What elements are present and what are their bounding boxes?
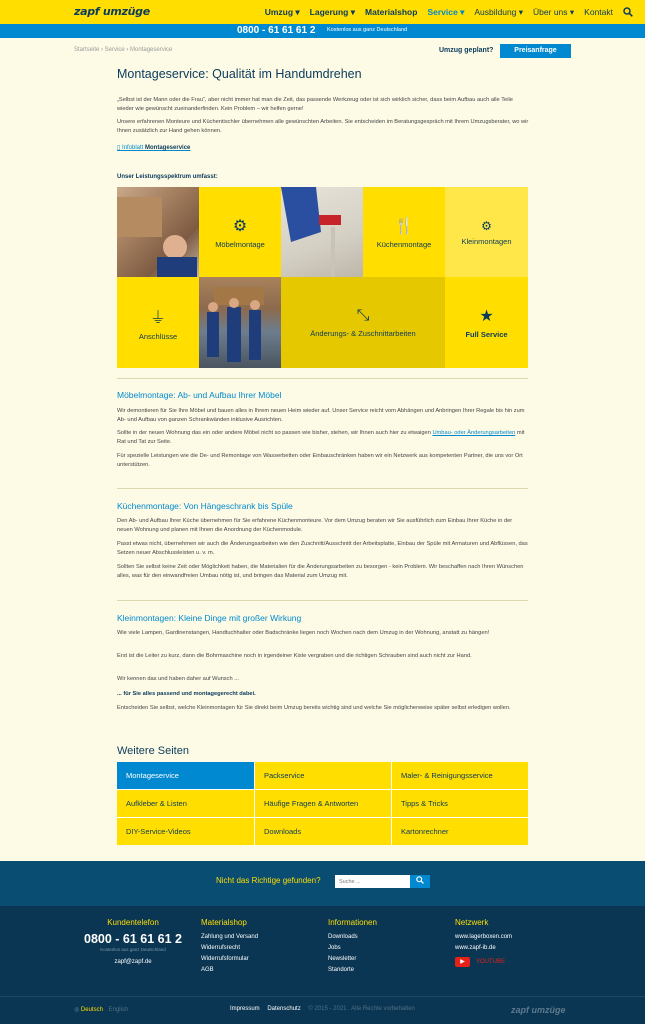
language-switcher [74,1006,128,1013]
photo-movers-team [199,277,281,368]
footer-heading: Informationen [328,918,377,927]
lang-deutsch[interactable]: Deutsch [80,1007,103,1013]
footer-link[interactable]: Newsletter [328,956,357,962]
search-band [0,861,645,906]
intro-paragraph-1: „Selbst ist der Mann oder die Frau“, aber nicht immer hat man die Zeit, das passende Werkzeug oder ist sich wirklich sicher, dass beim Aufbau auch alle Teile wieder wie gewünscht zueinanderfinden. Kein Problem – wir helfen gerne! [117,97,513,112]
section-3-paragraph-1: Wie viele Lampen, Gardinenstangen, Handtuchhalter oder Badschränke liegen noch Wochen nach dem Umzug in der Wohnung, anstatt zu hängen! [117,630,490,636]
footer-link[interactable]: Zahlung und Versand [201,934,259,940]
tile-label: Küchenmontage [376,239,432,249]
tile-anschluesse[interactable] [117,277,199,368]
intro-paragraph-2: Unsere erfahrenen Monteure und Küchentischler übernehmen alle gewünschten Arbeiten. Sie entscheiden im Beratungsgespräch mit Ihrem Umzugsberater, wo wir Ihnen zusätzlich zur Hand gehen können. [117,119,529,134]
divider [117,488,528,489]
impressum-link[interactable]: Impressum [230,1006,260,1012]
section-3-paragraph-3: Wir kennen das und haben daher auf Wunsch ... [117,676,239,682]
page-title: Montageservice: Qualität im Handumdrehen [117,67,362,81]
footer-link[interactable]: Widerrufsrecht [201,945,241,951]
hotline-number[interactable]: 0800 - 61 61 61 2 [237,25,316,36]
search-icon[interactable] [623,7,633,19]
tile-kleinmontagen[interactable] [445,187,528,277]
tile-label: Änderungs- & Zuschnittarbeiten [310,329,416,338]
search-icon [416,876,424,884]
photo-drill [281,187,363,277]
footer-link[interactable]: Jobs [328,945,341,951]
text: Sollte in der neuen Wohnung das ein oder andere Möbel nicht so passen wie bisher, stehen, wir Ihnen auch hier zu etwaigen [117,430,433,436]
datenschutz-link[interactable]: Datenschutz [267,1006,301,1012]
section-2-paragraph-1: Den Ab- und Aufbau Ihrer Küche übernehmen für Sie erfahrene Küchenmonteure. Vor dem Umzug beraten wir Sie ausführlich zum Einbau Ihrer Küche in der neuen Wohnung und planen mit Ihnen die Anordnung der Küchenmodule. [117,518,513,533]
section-title-kuechenmontage: Küchenmontage: Von Hängeschrank bis Spüle [117,501,293,511]
nav-service[interactable]: Service ▾ [427,7,465,17]
tile-label: Full Service [465,330,508,339]
globe-icon: ◍ [74,1007,80,1013]
nav-materialshop[interactable]: Materialshop [365,7,418,17]
more-link-downloads[interactable]: Downloads [255,818,391,845]
footer-link[interactable]: www.zapf-ib.de [455,945,496,951]
download-bold: Montageservice [145,145,191,151]
text: mit Rat und Tat zur Seite. [117,430,525,445]
main-nav [265,7,633,19]
more-link-faq[interactable]: Häufige Fragen & Antworten [255,790,391,817]
footer-col-phone [78,918,188,968]
tile-aenderungsarbeiten[interactable] [281,277,445,368]
breadcrumb[interactable]: Startseite › Service › Montageservice [74,47,173,53]
section-title-moebelmontage: Möbelmontage: Ab- und Aufbau Ihrer Möbel [117,390,282,400]
more-pages-grid [117,762,526,843]
section-2-paragraph-2: Passt etwas nicht, übernehmen wir auch die Änderungsarbeiten wie den Zuschnitt/Ausschnitt der Arbeitsplatte, Einbau der Spüle mit Armaturen und Abflüssen, das Setzen neuer Abschlussleisten u. v. m. [117,541,528,556]
more-link-kartonrechner[interactable]: Kartonrechner [392,818,528,845]
logo[interactable]: zapf umzüge [74,5,150,18]
divider [117,378,528,379]
more-link-tipps[interactable]: Tipps & Tricks [392,790,528,817]
section-2-paragraph-3: Sollten Sie selbst keine Zeit oder Möglichkeit haben, die Materialien für die Änderungsarbeiten zu besorgen - kein Problem. Wir beschaffen nach Ihren Wünschen alles, was für den einwandfreien Umbau nötig ist, und bringen das Material zum Umzug mit. [117,564,524,579]
lang-english[interactable]: English [108,1007,129,1013]
copyright: © 2015 - 2021 . Alle Rechte vorbehalten [308,1006,415,1012]
footer-heading: Materialshop [201,918,247,927]
nav-kontakt[interactable]: Kontakt [584,7,613,17]
document-icon: ▯ [117,145,121,151]
section-3-paragraph-5: Entscheiden Sie selbst, welche Kleinmontagen für Sie direkt beim Umzug bereits wichtig sind und welche Sie möglicherweise später selbst erledigen wollen. [117,705,511,711]
footer-email[interactable]: zapf@zapf.de [114,959,152,965]
section-title-kleinmontagen: Kleinmontagen: Kleine Dinge mit großer Wirkung [117,613,302,623]
footer-link[interactable]: Widerrufsformular [201,956,249,962]
footer-search-input[interactable] [335,875,410,888]
section-1-paragraph-2 [117,429,529,446]
more-link-aufkleber[interactable]: Aufkleber & Listen [117,790,254,817]
footer-logo: zapf umzüge [511,1005,566,1015]
section-1-paragraph-3: Für spezielle Leistungen wie die De- und Remontage von Wasserbetten oder Einbauschränken haben wir ein Netzwerk aus kompetenten Partner, die uns vor Ort unterstützen. [117,453,523,468]
footer-col-materialshop [201,918,258,976]
divider [117,600,528,601]
tile-label: Möbelmontage [215,239,265,249]
section-3-paragraph-4: ... für Sie alles passend und montagegerecht dabei. [117,691,256,697]
footer-heading: Kundentelefon [107,918,159,927]
footer-link[interactable]: www.lagerboxen.com [455,934,513,940]
search-prompt: Nicht das Richtige gefunden? [216,876,321,885]
youtube-icon: ▶ [455,957,470,967]
tile-moebelmontage[interactable] [199,187,281,277]
more-link-packservice[interactable]: Packservice [255,762,391,789]
cta-label: Umzug geplant? [439,47,494,54]
section-3-paragraph-2: Erst ist die Leiter zu kurz, dann die Bohrmaschine noch in irgendeiner Kiste vergraben und die richtigen Schrauben sind auch nicht zur Hand. [117,653,472,659]
youtube-link[interactable] [455,957,512,968]
umbau-link[interactable]: Umbau- oder Änderungsarbeiten [432,430,516,436]
nav-umzug[interactable]: Umzug ▾ [264,7,300,17]
footer-link[interactable]: Downloads [328,934,358,940]
tile-label: Kleinmontagen [461,236,512,246]
more-pages-title: Weitere Seiten [117,745,189,757]
footer-heading: Netzwerk [455,918,489,927]
star-icon: ★ [479,308,494,325]
service-grid [117,187,528,368]
download-link[interactable] [117,144,190,151]
small-gears-icon: ⚙ [481,218,492,233]
footer-link[interactable]: AGB [201,967,214,973]
hotline-subtext: Kostenlos aus ganz Deutschland [327,27,408,33]
more-link-maler[interactable]: Maler- & Reinigungsservice [392,762,528,789]
plug-icon: ⏚ [149,309,166,327]
nav-ausbildung[interactable]: Ausbildung ▾ [474,7,524,17]
youtube-label: YOUTUBE [476,959,506,965]
download-prefix: Infoblatt [121,145,144,151]
photo-mover [117,187,199,277]
top-bar [0,0,645,24]
gears-icon: ⚙ [232,217,248,235]
search-submit-button[interactable] [410,875,430,888]
footer-phone-sub: Kostenlos aus ganz Deutschland [100,947,166,952]
legal-links [230,1006,415,1012]
footer-col-netzwerk [455,918,512,968]
tile-kuechenmontage[interactable] [363,187,445,277]
phone-bar [0,24,645,38]
price-request-button[interactable]: Preisanfrage [500,44,571,58]
tile-label: Anschlüsse [138,331,178,341]
more-link-montageservice[interactable]: Montageservice [117,762,254,789]
section-1-paragraph-1: Wir demontieren für Sie Ihre Möbel und bauen alles in Ihrem neuen Heim wieder auf. Unser Service reicht vom Abhängen und Anbringen Ihrer Regale bis hin zum Ab- und Aufbau von ganzen Schrankwänden inklusive Ausrichten. [117,408,525,423]
cutlery-icon: 🍴 [394,217,414,235]
footer-col-informationen [328,918,377,976]
tile-full-service[interactable] [445,277,528,368]
spectrum-label: Unser Leistungsspektrum umfasst: [117,174,218,180]
more-link-diy-videos[interactable]: DIY-Service-Videos [117,818,254,845]
nav-lagerung[interactable]: Lagerung ▾ [309,7,356,17]
footer-link[interactable]: Standorte [328,967,355,973]
footer-phone[interactable]: 0800 - 61 61 61 2 [84,932,182,946]
nav-ueber-uns[interactable]: Über uns ▾ [533,7,575,17]
arrows-in-icon: ⤡ [356,307,370,324]
